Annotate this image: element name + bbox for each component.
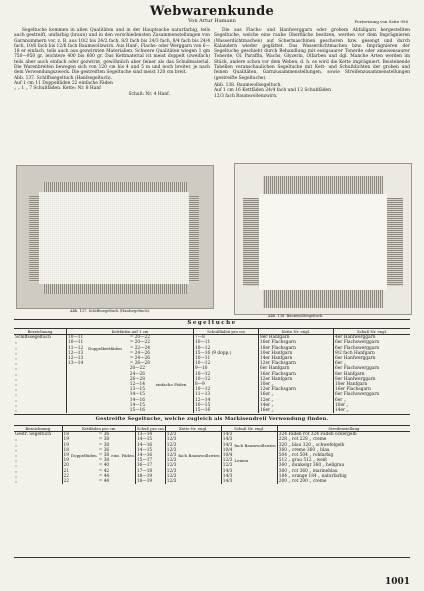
brace-label (155, 408, 194, 413)
table-cell: 15—16 (194, 408, 259, 413)
row-label: „ (15, 453, 18, 459)
col-header: Streifenstellung (277, 426, 410, 432)
row-label: „ (15, 340, 18, 346)
table-cell: 12/3 (166, 463, 177, 469)
table-cell: 14—16 (135, 453, 165, 458)
table-cell: 19 (63, 442, 69, 448)
table-cell: 14—15 (129, 402, 145, 408)
col-header: Schuß Nr. engl. (221, 426, 277, 432)
fig137-heading: Abb. 137. Schiffssegeltuch (Hanfsegeltuch). (14, 75, 113, 81)
table-cell: 26—28 (129, 376, 145, 382)
table-cell: 6er Flachswerggarn (334, 366, 411, 371)
col-header: Schuß pro cm (136, 426, 164, 431)
table-cell: 18er Flachsgarn (259, 346, 334, 351)
table-cell: 8er Hanfgarn (259, 335, 334, 341)
table-cell: 12er „ (259, 398, 334, 403)
table-cell: = 44 (98, 473, 110, 479)
row-label: „ (15, 458, 18, 464)
table-cell: 504 „ rot 504 „ rohfarbig (277, 453, 410, 458)
table-cell: 6er „ (334, 398, 411, 403)
row-label: Gestr. Segeltuch (15, 432, 52, 438)
row-label: „ (15, 408, 18, 414)
table-cell: 10—12 (194, 361, 259, 366)
table-cell: 20—22 (129, 366, 145, 372)
table-cell: 13—15 (129, 387, 145, 393)
table-cell: 200 „ rot 200 „ creme (277, 479, 410, 484)
table-cell: 10er „ (259, 382, 334, 387)
table-cell: 19 (63, 437, 69, 443)
row-label: „ (15, 447, 18, 453)
row-label: „ (15, 366, 18, 372)
table-cell: 12er Hanfgarn (259, 377, 334, 382)
table-cell (67, 408, 88, 413)
table-cell: 12/3 (166, 479, 177, 485)
table-cell: 13—14 (67, 361, 88, 366)
table-cell: 13—14 (135, 432, 165, 438)
row-label: „ (15, 473, 18, 479)
row-label: „ (15, 402, 18, 408)
page-title: Webwarenkunde (149, 4, 275, 19)
fig137-line-1: Auf 1 cm 11 Doppelfäden 22 einfache Fäden (14, 80, 113, 86)
brace-label (87, 408, 129, 413)
table-cell: 12/3 (166, 453, 177, 459)
table-cell: 14—15 (129, 392, 145, 398)
table-cell: 15—16 (129, 408, 145, 414)
col-header: Schuß Nr. engl. (334, 329, 411, 335)
table-cell: 12/3 (166, 458, 177, 464)
table-cell: 6er Flachswerggarn (334, 346, 411, 351)
table-cell: = 22—24 (129, 345, 150, 351)
table-cell: 16er „ (259, 408, 334, 413)
continuation-note: Fortsetzung von Seite 956 (354, 19, 408, 24)
photo-hanfsegeltuch (16, 165, 214, 309)
col-header: Kette Nr. engl. (165, 426, 221, 432)
table-cell: 12/3 (166, 468, 177, 474)
brace-label: fach Baumwollzwirn (178, 453, 220, 459)
table-cell: 12er Flachsgarn (259, 387, 334, 392)
table-cell: 19 (63, 458, 69, 464)
row-label: „ (15, 345, 18, 351)
col-header: Kettfäden auf 1 cm (67, 329, 194, 335)
table-cell: = 42 (98, 468, 110, 474)
table-cell: 14—16 (135, 443, 165, 448)
table-cell: 6er „ (334, 361, 411, 366)
section-title-segeltuche: Segeltuche (187, 320, 237, 326)
table-cell: 6er Flachswerggarn (334, 340, 411, 345)
table-cell: 10er Hanfgarn (259, 351, 334, 356)
fig138-line-2: 12/3 fach Baumwollenzwirn. (214, 93, 278, 99)
col-header: Schußfäden pro cm (194, 329, 259, 335)
col-header: Bezeichnung (14, 329, 67, 335)
table-cell: 22 (63, 479, 69, 485)
brace-label: Leinen (234, 458, 249, 464)
table-cell: 14/3 (222, 432, 233, 438)
table-cell: 12/3 (166, 447, 177, 453)
table-cell: 10er „ (334, 403, 411, 408)
table-cell: 360 „ rot 360 „ marineblau (277, 469, 410, 474)
table-cell: = 36 (98, 447, 110, 453)
col-header: Bezeichnung (14, 426, 62, 432)
row-label: „ (15, 437, 18, 443)
brace-label: fach Baumwollzwirn (234, 442, 276, 448)
table-cell: 19 (63, 453, 69, 459)
table-cell: = 40 (98, 463, 110, 469)
table-cell: = 20—22 (129, 340, 150, 346)
fig137-line-2: „ „ 1 „ 7 Schußfäden. Kette: Nr. 8 Hanf (14, 86, 101, 92)
author-line: Von Artur Hamann (188, 18, 236, 24)
table-cell: 18 (63, 447, 69, 453)
table-cell: 21 (63, 468, 69, 474)
table-cell: 360 „ creme 360 „ blau (277, 448, 410, 453)
table-cell: 20 (63, 463, 69, 469)
section-title-gestreift: Gestreifte Segeltuche, welche zugleich als Markisendrell Verwendung finden. (95, 416, 329, 422)
table-cell: 14—15 (135, 437, 165, 442)
table-cell: 10—12 (194, 372, 259, 377)
table-cell: 10—11 (67, 335, 88, 341)
brace-label: Doppelkettfäden (88, 345, 122, 351)
table-row (14, 479, 410, 484)
table-cell: 14er „ (259, 403, 334, 408)
fig138-line-1: Auf 1 cm 16 Kettfäden 24/4 fach und 12 Schußfäden (214, 88, 331, 94)
row-label: „ (15, 350, 18, 356)
table-cell: 8er Hanfgarn (334, 372, 411, 377)
table-cell: 12—14 (129, 382, 145, 388)
table-cell: 9—10 (194, 366, 259, 371)
fig138-heading: Abb. 138. Baumwollsegeltuch. (214, 82, 282, 88)
left-body-text: Segeltuche kommen in allen Qualitäten und in der Hauptsache naturfarbig, teils auch gestreift, unifarbig (braun) und in den verschiedensten Zusammenstellungen von Garnnummern vor, z. B. aus 10/2 bis 24/2 fach, 8/3 fach bis 24/3 fach, 8/4 fach bis 24/4 fach, 10/6 fach bis 12/6 fach Baumwollzwirn. Aus Hanf-, Flachs- oder Werggarn von 6—18 er einfach, teils auch aus gezwirnten Materialien. Schwere Qualitäten wiegen 1 qm 750—950 gr, leichtere 400 bis 600 gr. Das Kettmaterial ist meist doppelt (zweifach) teils aber auch einfach oder gezwirnt, gewöhnlich aber feiner als das Schußmaterial. Die Warenbreiten bewegen sich von 120 cm bis 4 und 5 m und noch breiter, je nach dem Verwendungszweck. Die gestreiften Segeltuche sind meist 120 cm breit. (14, 28, 210, 76)
table-cell: 12/3 (222, 463, 233, 469)
table-cell: 18—19 (135, 479, 165, 484)
table-cell: = 26—28 (129, 361, 150, 367)
table-cell: 8er Hanfwerggarn (334, 377, 411, 382)
table-cell: = 24—26 (129, 350, 150, 356)
fig137-line-3: Schuß: Nr. 4 Hanf. (128, 91, 170, 97)
col-header: Kette Nr. engl. (259, 329, 334, 335)
table-cell: = 24—26 (129, 356, 150, 362)
table-cell: 6er Flachswerggarn (334, 392, 411, 397)
row-label: „ (15, 392, 18, 398)
table-cell: 18—19 (135, 474, 165, 479)
table-cell: 14er Hanfgarn (259, 356, 334, 361)
table-cell: 14—15 (135, 448, 165, 453)
table-cell: 12er Flachsgarn (259, 361, 334, 366)
row-label: „ (15, 387, 18, 393)
table-cell: 7—8 (194, 335, 259, 341)
table-cell: 14/3 (222, 437, 233, 443)
table-cell: 24—26 (129, 371, 145, 377)
table-cell: 15—17 (135, 458, 165, 463)
photo-baumwollsegeltuch (234, 163, 412, 315)
page-number: 1001 (384, 577, 410, 587)
table-cell: 14/3 (222, 468, 233, 474)
table-cell: = 20—22 (129, 335, 150, 341)
table-cell: 11—13 (194, 392, 259, 397)
table-row (14, 408, 410, 413)
table-cell: = 38 (98, 442, 110, 448)
table-cell: 16er Flachsgarn (259, 340, 334, 345)
table-cell: 12/3 (166, 437, 177, 443)
right-body-text: Die aus Flachs- und Hanfwerggarn oder grobem Abfallgarn hergestellten Segeltuche, welche eine rauhe Oberfläche besitzen, werden vor dem Imprägnieren (Wasserdichtmachen) auf Schermaschinen geschoren bzw. gesengt und durch Kalandern wieder geglättet. Das Wasserdichtmachen bzw. Imprägnieren der Segeltuche geschieht durch Behandlung mit essigsaurer Tonerde oder ameisensaurer Tonerde, Öl, Paraffin, Wachs, Glyzerin, Ölfarben und dgl. Manche Arten werden im Stück, andere schon vor dem Weben, d. h. es wird die Kette imprägniert. Beistehende Tabellen veranschaulichen Segeltuche mit Kett- und Schußdichten der groben und feinen Qualitäten, Garnzusammenstellungen, sowie Streifenzusammenstellungen (gestreifte Segeltuche). (214, 28, 410, 81)
row-label: „ (15, 442, 18, 448)
table-cell: 17—18 (135, 469, 165, 474)
table-cell: = 36 (98, 432, 110, 438)
table-cell: 16er Flachsgarn (334, 387, 411, 392)
table-cell: 10—12 (194, 377, 259, 382)
table-cell: 16—17 (135, 463, 165, 468)
table-cell: = 44 (98, 479, 110, 485)
table-cell: 12/3 (222, 458, 233, 464)
brace-label: Doppelfäden (70, 453, 97, 459)
table-cell: 360 „ dunkelgr 360 „ hellgrau (277, 463, 410, 468)
right-column (214, 28, 410, 99)
table-cell: 8—9 (194, 382, 259, 387)
table-cell: 228 „ rot 228 „ creme (277, 437, 410, 442)
table-cell: 14er „ (334, 408, 411, 413)
table-cell: 12—14 (194, 398, 259, 403)
table-cell: 11—12 (67, 346, 88, 351)
table-cell: 512 „ grau 512 „ weiß (277, 458, 410, 463)
col-header: Kettfäden pro cm (62, 426, 135, 432)
photo-caption-137: Abb. 137. Schiffssegeltuch (Hanfsegeltuch). (70, 309, 151, 313)
segeltuch-table (14, 328, 410, 413)
table-cell: 10—15 (194, 403, 259, 408)
table-cell: 10—12 (194, 387, 259, 392)
table-cell: 16er „ (259, 392, 334, 397)
table-cell: = 38 (98, 437, 110, 443)
row-label: „ (15, 371, 18, 377)
table-cell: 14/3 (222, 442, 233, 448)
brace-label (233, 479, 277, 484)
table-cell: 9/2 fach Hanfgarn (334, 351, 411, 356)
table-cell: 324 Fäden rot 324 Fäden ockergelb (277, 432, 410, 438)
row-label: „ (15, 479, 18, 485)
brace-label (70, 479, 98, 484)
row-label: „ (15, 382, 18, 388)
table-cell: 15—16 (9 dopp.) (194, 351, 259, 356)
table-cell: 10/4 (222, 453, 233, 459)
table-cell: 12/3 (166, 473, 177, 479)
table-cell: = 38 (98, 458, 110, 464)
gestreifte-segeltuch-table (14, 425, 410, 484)
table-cell: 10—11 (67, 340, 88, 345)
table-cell: 14—16 (129, 397, 145, 403)
row-label: „ (15, 356, 18, 362)
table-cell: 10/4 (222, 447, 233, 453)
table-cell: 320 „ blau 320 „ schwefelgelb (277, 443, 410, 448)
row-label: „ (15, 463, 18, 469)
brace-label: einfache Fäden (155, 382, 187, 388)
table-cell: 10—11 (194, 340, 259, 345)
table-cell: 10—11 (194, 356, 259, 361)
row-label: Schiffssegeltuch (15, 335, 51, 341)
brace-label: eint. Fäden (111, 453, 134, 459)
row-label: „ (15, 397, 18, 403)
table-cell: 184 „ orange 184 „ naturfarbig (277, 474, 410, 479)
row-label: „ (15, 361, 18, 367)
row-label: „ (15, 376, 18, 382)
table-cell: = 38 (98, 453, 110, 459)
table-cell: 12—13 (67, 356, 88, 361)
table-cell: 10—12 (194, 346, 259, 351)
table-cell: 6er Hanfwerggarn (334, 356, 411, 361)
table-cell: 12/3 (166, 432, 177, 438)
brace-label (177, 479, 221, 484)
left-column (14, 28, 210, 97)
row-label: „ (15, 468, 18, 474)
table-cell: 14/3 (222, 479, 233, 485)
table-cell: 14/3 (222, 473, 233, 479)
table-cell: 12/3 (166, 442, 177, 448)
table-cell: 12—13 (67, 351, 88, 356)
table-cell: 22 (63, 473, 69, 479)
table-cell: 6er Hanfgarn (259, 366, 334, 371)
table-cell: 16er Flachsgarn (259, 372, 334, 377)
table-cell: 10er Hanfgarn (334, 382, 411, 387)
table-cell: 18 (63, 432, 69, 438)
brace-label (110, 479, 135, 484)
photo-caption-138: Abb. 138. Baumwollsegeltuch. (268, 314, 324, 318)
table-cell: 4er Hanfwerggarn (334, 335, 411, 341)
